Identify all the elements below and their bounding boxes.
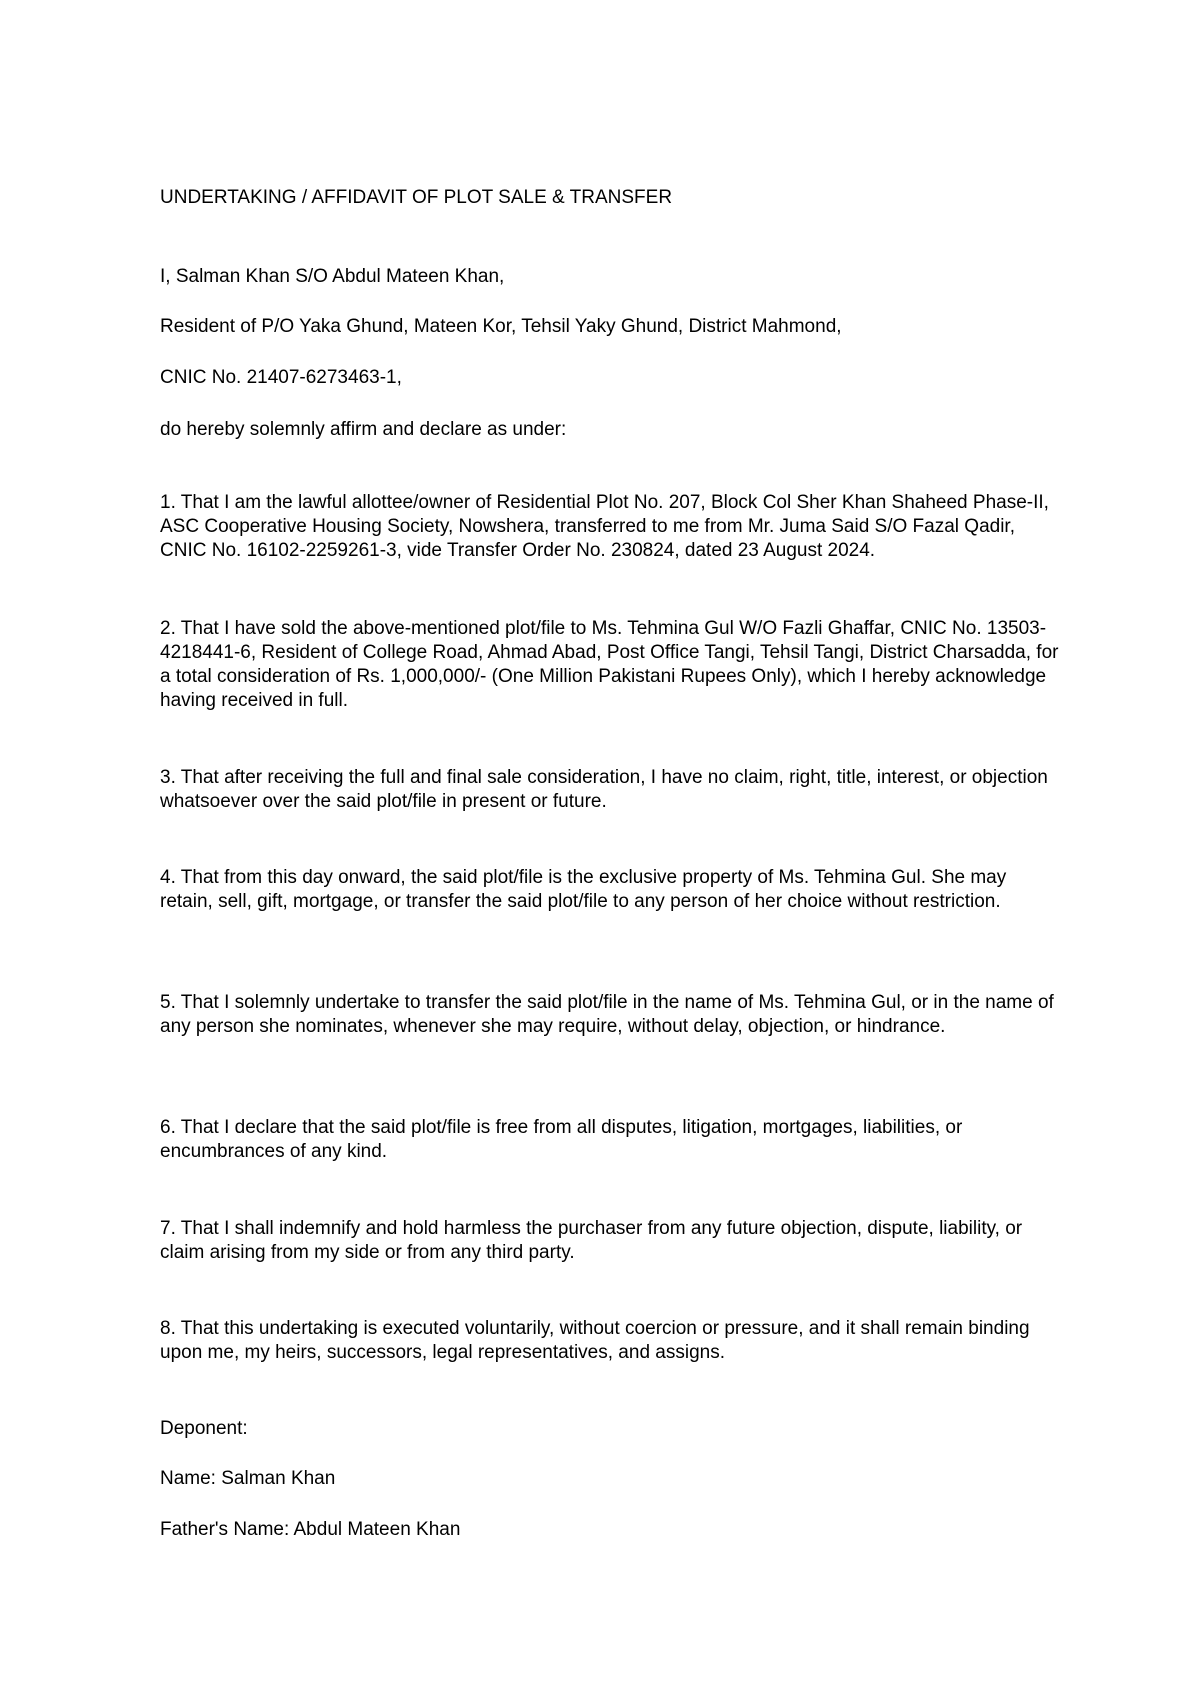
clause-3: 3. That after receiving the full and final sale consideration, I have no claim, right, title, interest, or objection whatsoever over the said plot/file in present or future. [160, 767, 1048, 812]
document-title: UNDERTAKING / AFFIDAVIT OF PLOT SALE & TRANSFER [160, 187, 673, 208]
residence-line: Resident of P/O Yaka Ghund, Mateen Kor, Tehsil Yaky Ghund, District Mahmond, [160, 316, 842, 337]
declarant-line: I, Salman Khan S/O Abdul Mateen Khan, [160, 266, 505, 287]
clause-5: 5. That I solemnly undertake to transfer the said plot/file in the name of Ms. Tehmina Gul, or in the name of any person she nominates, whenever she may require, without delay, objection, or hindrance. [160, 992, 1054, 1037]
clause-8: 8. That this undertaking is executed voluntarily, without coercion or pressure, and it shall remain binding upon me, my heirs, successors, legal representatives, and assigns. [160, 1318, 1030, 1363]
deponent-name: Name: Salman Khan [160, 1468, 336, 1489]
clause-1: 1. That I am the lawful allottee/owner of Residential Plot No. 207, Block Col Sher Khan Shaheed Phase-II, ASC Cooperative Housing Society, Nowshera, transferred to me from Mr. Juma Said S/O Fazal Qadir, CNIC No. 16102-2259261-3, vide Transfer Order No. 230824, dated 23 August 2024. [160, 492, 1049, 561]
clause-4: 4. That from this day onward, the said plot/file is the exclusive property of Ms. Tehmina Gul. She may retain, sell, gift, mortgage, or transfer the said plot/file to any person of her choice without restriction. [160, 867, 1007, 912]
deponent-heading: Deponent: [160, 1418, 248, 1439]
clause-7: 7. That I shall indemnify and hold harmless the purchaser from any future objection, dispute, liability, or claim arising from my side or from any third party. [160, 1218, 1023, 1263]
clause-2: 2. That I have sold the above-mentioned plot/file to Ms. Tehmina Gul W/O Fazli Ghaffar, CNIC No. 13503-4218441-6, Resident of College Road, Ahmad Abad, Post Office Tangi, Tehsil Tangi, District Charsadda, for a total consideration of Rs. 1,000,000/- (One Million Pakistani Rupees Only), which I hereby acknowledge having received in full. [160, 618, 1059, 711]
affirmation-line: do hereby solemnly affirm and declare as under: [160, 419, 567, 440]
clause-6: 6. That I declare that the said plot/file is free from all disputes, litigation, mortgages, liabilities, or encumbrances of any kind. [160, 1117, 963, 1162]
cnic-line: CNIC No. 21407-6273463-1, [160, 367, 402, 388]
deponent-father-name: Father's Name: Abdul Mateen Khan [160, 1519, 461, 1540]
